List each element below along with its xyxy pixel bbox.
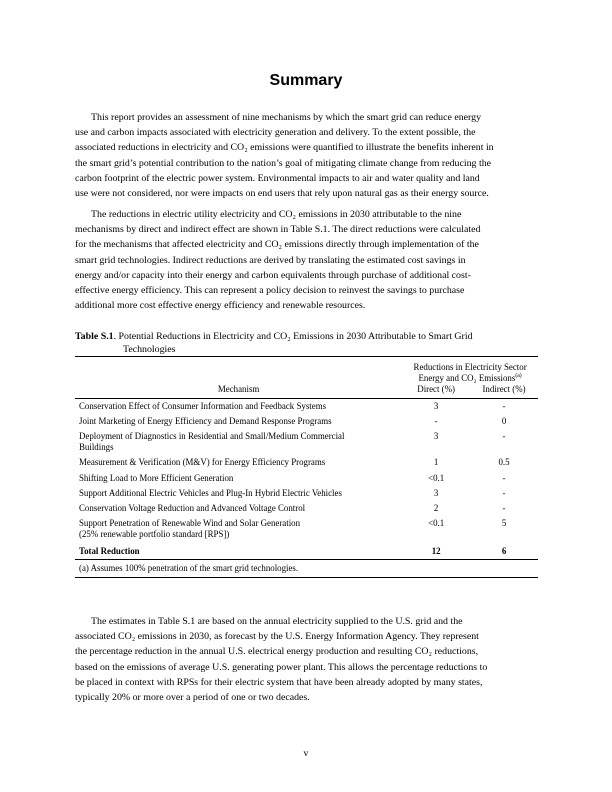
direct-cell: 3	[433, 487, 439, 498]
direct-cell: 3	[433, 431, 439, 442]
table-caption	[75, 330, 538, 356]
indirect-cell: -	[502, 472, 506, 483]
column-header-mechanism: Mechanism	[75, 384, 402, 398]
paragraph-line: the smart grid’s potential contribution to the nation’s goal of mitigating climate change from reducing the	[75, 157, 492, 169]
total-label: Total Reduction	[75, 543, 402, 560]
total-indirect: 6	[470, 543, 538, 560]
mechanism-cell: Conservation Effect of Consumer Information and Feedback Systems	[79, 400, 327, 411]
paragraph-intro	[75, 110, 538, 201]
table-row	[75, 516, 538, 542]
group-header-line1: Reductions in Electricity Sector	[413, 362, 527, 372]
table-row	[75, 501, 538, 516]
paragraph-line: effective energy efficiency. This can represent a policy decision to reinvest the savings to purchase	[75, 285, 465, 297]
table-caption-text: . Potential Reductions in Electricity and CO₂ Emissions in 2030 Attributable to Smart Grid	[113, 331, 473, 342]
column-header-indirect: Indirect (%)	[470, 384, 538, 398]
group-header-line2: Energy and CO₂ Emissions	[418, 373, 516, 384]
page-title: Summary	[269, 72, 343, 89]
indirect-cell: 5	[501, 518, 507, 529]
paragraph-line: use were not considered, nor were impacts on end users that rely upon natural gas as their energy source.	[75, 188, 489, 200]
paragraph-line: This report provides an assessment of nine mechanisms by which the smart grid can reduce energy	[91, 112, 482, 123]
paragraph-estimates	[75, 614, 538, 705]
direct-cell: 3	[433, 400, 439, 411]
mechanism-cell: Shifting Load to More Efficient Generation	[79, 472, 234, 483]
direct-cell: 2	[433, 503, 439, 514]
indirect-cell: 0	[501, 415, 507, 426]
mechanism-line: Buildings	[79, 442, 114, 453]
table-label: Table S.1	[75, 331, 114, 342]
table-caption-continuation: Technologies	[123, 344, 176, 355]
paragraph-line: The estimates in Table S.1 are based on the annual electricity supplied to the U.S. grid and the	[91, 616, 463, 627]
paragraph-line: use and carbon impacts associated with electricity generation and delivery. To the extent possible, the	[75, 127, 476, 139]
indirect-cell: -	[502, 400, 506, 411]
paragraph-line: mechanisms by direct and indirect effect are shown in Table S.1. The direct reductions were calculated	[75, 224, 481, 236]
table-group-header-row	[75, 360, 538, 384]
indirect-cell: -	[502, 487, 506, 498]
direct-cell: 1	[433, 457, 439, 468]
table-row	[75, 486, 538, 501]
paragraph-line: based on the emissions of average U.S. generating power plant. This allows the percentage reductions to	[75, 661, 488, 673]
mechanism-cell: Support Additional Electric Vehicles and Plug-In Hybrid Electric Vehicles	[79, 487, 342, 498]
table-row	[75, 471, 538, 486]
paragraph-line: associated CO₂ emissions in 2030, as forecast by the U.S. Energy Information Agency. They represent	[75, 631, 479, 643]
paragraph-line: additional more cost effective energy efficiency and renewable resources.	[75, 300, 366, 312]
paragraph-line: carbon footprint of the electric power system. Environmental impacts to air and water quality and land	[75, 172, 480, 184]
group-header	[402, 360, 538, 384]
mechanism-line: Deployment of Diagnostics in Residential and Small/Medium Commercial	[79, 431, 345, 442]
table-row	[75, 414, 538, 429]
mechanism-cell: Measurement & Verification (M&V) for Energy Efficiency Programs	[79, 457, 326, 468]
paragraph-line: typically 20% or more over a period of one or two decades.	[75, 692, 310, 704]
mechanism-cell	[75, 516, 402, 542]
table-row	[75, 429, 538, 455]
indirect-cell: -	[502, 503, 506, 514]
indirect-cell: -	[502, 431, 506, 442]
paragraph-line: associated reductions in electricity and CO₂ emissions were quantified to illustrate the benefits inherent in	[75, 142, 494, 154]
indirect-cell: 0.5	[498, 457, 510, 468]
paragraph-reductions	[75, 207, 538, 313]
mechanism-line: (25% renewable portfolio standard [RPS])	[79, 529, 230, 540]
page-number: v	[303, 748, 309, 759]
paragraph-line: The reductions in electric utility electricity and CO₂ emissions in 2030 attributable to the nine	[91, 209, 462, 220]
paragraph-line: be placed in context with RPSs for their electric system that have been already adopted by many states,	[75, 676, 483, 688]
table-footnote-row	[75, 559, 538, 577]
mechanism-cell	[75, 429, 402, 455]
table-column-header-row	[75, 384, 538, 398]
table-total-row	[75, 543, 538, 560]
paragraph-line: smart grid technologies. Indirect reductions are derived by translating the estimated cost savings in	[75, 254, 466, 266]
column-header-direct: Direct (%)	[402, 384, 470, 398]
mechanism-line: Support Penetration of Renewable Wind and Solar Generation	[79, 518, 301, 529]
paragraph-line: for the mechanisms that affected electricity and CO₂ emissions directly through implementation of the	[75, 239, 479, 251]
table-footnote: (a) Assumes 100% penetration of the smart grid technologies.	[75, 559, 538, 577]
mechanism-cell: Joint Marketing of Energy Efficiency and Demand Response Programs	[79, 415, 332, 426]
paragraph-line: energy and/or capacity into their energy and carbon equivalents through purchase of additional cost-	[75, 269, 471, 281]
footnote-marker: (a)	[515, 373, 522, 380]
reductions-table	[75, 356, 538, 578]
table-row	[75, 455, 538, 470]
table-row	[75, 398, 538, 414]
direct-cell: -	[434, 415, 438, 426]
total-direct: 12	[402, 543, 470, 560]
direct-cell: <0.1	[428, 472, 445, 483]
mechanism-cell: Conservation Voltage Reduction and Advanced Voltage Control	[79, 503, 306, 514]
direct-cell: <0.1	[428, 518, 445, 529]
paragraph-line: the percentage reduction in the annual U.S. electrical energy production and resulting CO₂ reductions,	[75, 646, 479, 658]
